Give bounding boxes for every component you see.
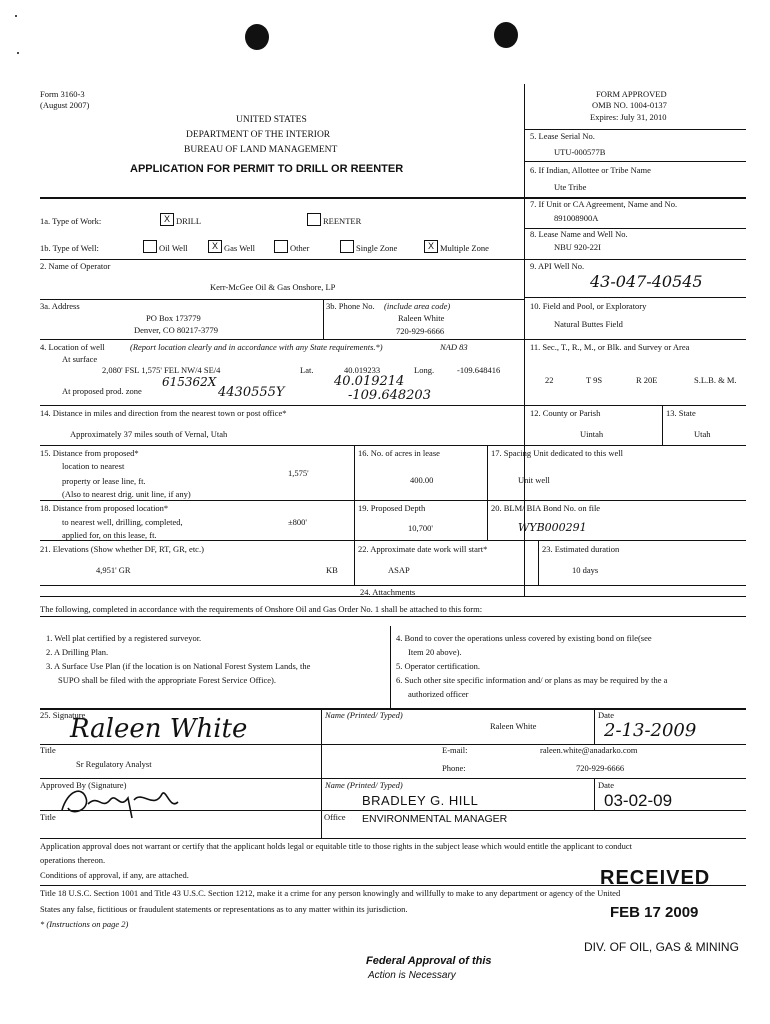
office-label: Office (324, 812, 346, 822)
title-value: Sr Regulatory Analyst (76, 759, 152, 769)
office-value: ENVIRONMENTAL MANAGER (362, 813, 508, 825)
long-label: Long. (414, 365, 435, 375)
received-stamp: RECEIVED (600, 867, 711, 889)
phone-value: 720-929-6666 (396, 326, 445, 336)
tribe-value: Ute Tribe (554, 182, 587, 192)
field18-line2: to nearest well, drilling, completed, (62, 517, 183, 527)
agency-line2: DEPARTMENT OF THE INTERIOR (186, 130, 331, 140)
prod-zone-label: At proposed prod. zone (62, 386, 142, 396)
received-date-stamp: FEB 17 2009 (610, 904, 699, 921)
spacing-value: Unit well (518, 475, 550, 485)
field8-label: 8. Lease Name and Well No. (530, 229, 628, 239)
approved-date: 03-02-09 (604, 791, 673, 810)
phone-label: 3b. Phone No. (326, 301, 375, 311)
field14-label: 14. Distance in miles and direction from the nearest town or post office* (40, 408, 287, 418)
single-zone-checkbox[interactable] (340, 240, 354, 253)
api-well-number: 43-047-40545 (590, 272, 703, 291)
speck (15, 15, 17, 17)
field23-label: 23. Estimated duration (542, 544, 620, 554)
other-label: Other (290, 243, 310, 253)
elevation-value: 4,951' GR (96, 565, 131, 575)
date-label: Date (598, 710, 615, 720)
area-value: S.L.B. & M. (694, 375, 737, 385)
field6-label: 6. If Indian, Allottee or Tribe Name (530, 165, 651, 175)
field9-label: 9. API Well No. (530, 261, 585, 271)
bond-value: WYB000291 (518, 521, 587, 534)
address-label: 3a. Address (40, 301, 80, 311)
field12-label: 12. County or Parish (530, 408, 601, 418)
email-label: E-mail: (442, 745, 468, 755)
phone-contact-name: Raleen White (398, 313, 445, 323)
disclaimer-line2: operations thereon. (40, 855, 106, 865)
field5-label: 5. Lease Serial No. (530, 131, 595, 141)
acres-value: 400.00 (410, 475, 434, 485)
depth-value: 10,700' (408, 523, 433, 533)
agency-line1: UNITED STATES (236, 115, 307, 125)
field20-label: 20. BLM/ BIA Bond No. on file (491, 503, 601, 513)
multiple-zone-checkbox[interactable]: X (424, 240, 438, 253)
unit-agreement-value: 891008900A (554, 213, 599, 223)
field11-label: 11. Sec., T., R., M., or Blk. and Survey or Area (530, 342, 690, 352)
punch-hole-left (245, 24, 269, 50)
section-value: 22 (545, 375, 554, 385)
punch-hole-right (494, 22, 518, 48)
oil-well-label: Oil Well (159, 243, 188, 253)
field15-line4: (Also to nearest drig. unit line, if any) (62, 489, 191, 499)
range-value: R 20E (636, 375, 658, 385)
multiple-zone-label: Multiple Zone (440, 243, 489, 253)
operator-label: 2. Name of Operator (40, 261, 111, 271)
field19-label: 19. Proposed Depth (358, 503, 426, 513)
title2-label: Title (40, 812, 56, 822)
work-type-label: 1a. Type of Work: (40, 216, 102, 226)
lat-label: Lat. (300, 365, 314, 375)
field15-line2: location to nearest (62, 461, 125, 471)
single-zone-label: Single Zone (356, 243, 398, 253)
field18-label: 18. Distance from proposed location* (40, 503, 169, 513)
handwritten-long: -109.648203 (348, 388, 431, 403)
field-value: Natural Buttes Field (554, 319, 623, 329)
disclaimer-line1: Application approval does not warrant or certify that the applicant holds legal or equitable title to those rights in the subject lease which would entitle the applicant to conduct (40, 841, 632, 851)
attachments-intro: The following, completed in accordance with the requirements of Onshore Oil and Gas Order No. 1 shall be attached to this form: (40, 604, 483, 614)
surface-location: 2,080' FSL 1,575' FEL NW/4 SE/4 (102, 365, 221, 375)
agency-line3: BUREAU OF LAND MANAGEMENT (184, 145, 338, 155)
handwritten-lat: 40.019214 (334, 374, 405, 389)
field13-label: 13. State (666, 408, 696, 418)
form-approved: FORM APPROVED (596, 89, 667, 99)
field16-label: 16. No. of acres in lease (358, 448, 440, 458)
title-label: Title (40, 745, 56, 755)
drill-label: DRILL (176, 216, 202, 226)
handwritten-y: 4430555Y (218, 385, 285, 400)
field22-label: 22. Approximate date work will start* (358, 544, 488, 554)
address-line2: Denver, CO 80217-3779 (134, 325, 218, 335)
division-stamp: DIV. OF OIL, GAS & MINING (584, 940, 739, 954)
usc-line2: States any false, fictitious or fraudulent statements or representations as to any matter within its jurisdiction. (40, 904, 408, 914)
drill-checkbox[interactable]: X (160, 213, 174, 226)
form-title: APPLICATION FOR PERMIT TO DRILL OR REENTER (130, 163, 404, 175)
attachment-item2: 2. A Drilling Plan. (46, 647, 109, 657)
signature-label: 25. Signature (40, 710, 86, 720)
datum: NAD 83 (440, 342, 468, 352)
kb-label: KB (326, 565, 338, 575)
field10-label: 10. Field and Pool, or Exploratory (530, 301, 647, 311)
other-checkbox[interactable] (274, 240, 288, 253)
well-distance-value: ±800' (288, 517, 307, 527)
attachment-item5: 5. Operator certification. (396, 661, 481, 671)
field15-label: 15. Distance from proposed* (40, 448, 139, 458)
approved-by-label: Approved By (Signature) (40, 780, 127, 790)
gas-well-checkbox[interactable]: X (208, 240, 222, 253)
name-value: Raleen White (490, 721, 537, 731)
instructions: * (Instructions on page 2) (40, 919, 129, 929)
lease-serial-value: UTU-000577B (554, 147, 606, 157)
conditions: Conditions of approval, if any, are attached. (40, 870, 189, 880)
approved-name-label: Name (Printed/ Typed) (325, 780, 403, 790)
reenter-checkbox[interactable] (307, 213, 321, 226)
operator-value: Kerr-McGee Oil & Gas Onshore, LP (210, 282, 336, 292)
name-label: Name (Printed/ Typed) (325, 710, 403, 720)
attachment-item1: 1. Well plat certified by a registered surveyor. (46, 633, 202, 643)
usc-line1: Title 18 U.S.C. Section 1001 and Title 43 U.S.C. Section 1212, make it a crime for any person knowingly and willfully to make to any department or agency of the United (40, 888, 621, 898)
surface-label: At surface (62, 354, 98, 364)
applicant-signature: Raleen White (70, 714, 248, 744)
township-value: T 9S (586, 375, 603, 385)
approver-signature-icon (58, 780, 188, 822)
phone-value-2: 720-929-6666 (576, 763, 625, 773)
start-date-value: ASAP (388, 565, 410, 575)
attachment-item6b: authorized officer (408, 689, 469, 699)
field18-line3: applied for, on this lease, ft. (62, 530, 157, 540)
oil-well-checkbox[interactable] (143, 240, 157, 253)
location-note: (Report location clearly and in accordance with any State requirements.*) (130, 342, 383, 352)
reenter-label: REENTER (323, 216, 362, 226)
gas-well-label: Gas Well (224, 243, 256, 253)
lease-line-distance: 1,575' (288, 468, 309, 478)
phone-note: (include area code) (384, 301, 451, 311)
field7-label: 7. If Unit or CA Agreement, Name and No. (530, 199, 678, 209)
omb-number: OMB NO. 1004-0137 (592, 100, 667, 110)
county-value: Uintah (580, 429, 604, 439)
speck (17, 52, 19, 54)
attachment-item3b: SUPO shall be filed with the appropriate Forest Service Office). (58, 675, 276, 685)
email-value: raleen.white@anadarko.com (540, 745, 638, 755)
attachments-title: 24. Attachments (360, 587, 416, 597)
phone-label-2: Phone: (442, 763, 466, 773)
expiration: Expires: July 31, 2010 (590, 112, 667, 122)
attachment-item4a: 4. Bond to cover the operations unless covered by existing bond on file(see (396, 633, 652, 643)
lat-value: 40.019233 (344, 365, 381, 375)
well-name-value: NBU 920-22I (554, 242, 601, 252)
well-type-label: 1b. Type of Well: (40, 243, 99, 253)
address-line1: PO Box 173779 (146, 313, 201, 323)
form-date: (August 2007) (40, 100, 90, 110)
distance-town-value: Approximately 37 miles south of Vernal, Utah (70, 429, 228, 439)
field21-label: 21. Elevations (Show whether DF, RT, GR, etc.) (40, 544, 204, 554)
form-number: Form 3160-3 (40, 89, 85, 99)
attachment-item6a: 6. Such other site specific information and/ or plans as may be required by the a (396, 675, 668, 685)
state-value: Utah (694, 429, 711, 439)
federal-approval-line2: Action is Necessary (368, 970, 456, 981)
attachment-item4b: Item 20 above). (408, 647, 462, 657)
location-label: 4. Location of well (40, 342, 105, 352)
long-value: -109.648416 (457, 365, 501, 375)
field15-line3: property or lease line, ft. (62, 476, 146, 486)
approved-date-label: Date (598, 780, 615, 790)
attachment-item3a: 3. A Surface Use Plan (if the location is on National Forest System Lands, the (46, 661, 311, 671)
field17-label: 17. Spacing Unit dedicated to this well (491, 448, 623, 458)
duration-value: 10 days (572, 565, 599, 575)
handwritten-x: 615362X (162, 375, 217, 389)
signature-date: 2-13-2009 (604, 720, 697, 741)
approved-name: BRADLEY G. HILL (362, 793, 479, 808)
federal-approval-line1: Federal Approval of this (366, 955, 492, 967)
